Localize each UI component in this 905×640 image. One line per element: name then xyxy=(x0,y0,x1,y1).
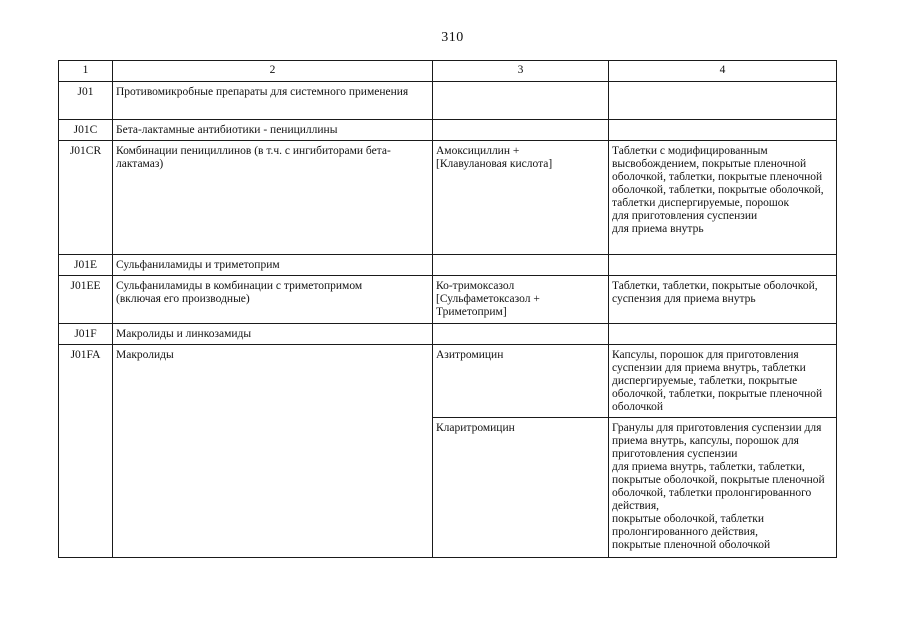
dosage-form-cell xyxy=(609,120,837,141)
dosage-form-cell: Таблетки, таблетки, покрытые оболочкой, суспензия для приема внутрь xyxy=(609,276,837,324)
drug-name-cell: Кларитромицин xyxy=(433,418,609,558)
dosage-form-cell xyxy=(609,82,837,120)
drug-name-cell xyxy=(433,120,609,141)
table-row xyxy=(59,82,837,120)
table-row xyxy=(59,276,837,324)
group-name-cell: Сульфаниламиды и триметоприм xyxy=(113,255,433,276)
atc-code-cell: J01C xyxy=(59,120,113,141)
table-row xyxy=(59,345,837,418)
atc-code-cell: J01 xyxy=(59,82,113,120)
column-header-3: 3 xyxy=(433,61,609,82)
atc-code-cell: J01F xyxy=(59,324,113,345)
table-row xyxy=(59,141,837,255)
atc-code-cell: J01CR xyxy=(59,141,113,255)
group-name-cell: Комбинации пенициллинов (в т.ч. с ингибиторами бета- лактамаз) xyxy=(113,141,433,255)
column-header-4: 4 xyxy=(609,61,837,82)
table-row xyxy=(59,324,837,345)
drug-table xyxy=(58,60,837,558)
group-name-cell: Сульфаниламиды в комбинации с триметопримом (включая его производные) xyxy=(113,276,433,324)
group-name-cell: Макролиды xyxy=(113,345,433,558)
atc-code-cell: J01E xyxy=(59,255,113,276)
drug-name-cell: Амоксициллин + [Клавулановая кислота] xyxy=(433,141,609,255)
drug-name-cell xyxy=(433,255,609,276)
atc-code-cell: J01EE xyxy=(59,276,113,324)
drug-name-cell xyxy=(433,324,609,345)
drug-name-cell xyxy=(433,82,609,120)
group-name-cell: Противомикробные препараты для системного применения xyxy=(113,82,433,120)
atc-code-cell: J01FA xyxy=(59,345,113,558)
group-name-cell: Макролиды и линкозамиды xyxy=(113,324,433,345)
table-row xyxy=(59,120,837,141)
group-name-cell: Бета-лактамные антибиотики - пенициллины xyxy=(113,120,433,141)
dosage-form-cell xyxy=(609,324,837,345)
column-header-2: 2 xyxy=(113,61,433,82)
dosage-form-cell: Капсулы, порошок для приготовления суспензии для приема внутрь, таблетки диспергируемые, таблетки, покрытые оболочкой, таблетки, покрытые пленочной оболочкой xyxy=(609,345,837,418)
table-header-row xyxy=(59,61,837,82)
drug-name-cell: Азитромицин xyxy=(433,345,609,418)
table-row xyxy=(59,255,837,276)
page-number: 310 xyxy=(441,30,464,45)
drug-name-cell: Ко-тримоксазол [Сульфаметоксазол + Триметоприм] xyxy=(433,276,609,324)
column-header-1: 1 xyxy=(59,61,113,82)
dosage-form-cell xyxy=(609,255,837,276)
dosage-form-cell: Таблетки с модифицированным высвобождением, покрытые пленочной оболочкой, таблетки, покрытые пленочной оболочкой, таблетки, покрытые оболочкой, таблетки диспергируемые, порошок для приготовления суспензии для приема внутрь xyxy=(609,141,837,255)
dosage-form-cell: Гранулы для приготовления суспензии для приема внутрь, капсулы, порошок для приготовления суспензии для приема внутрь, таблетки, таблетки, покрытые оболочкой, покрытые пленочной оболочкой, таблетки пролонгированного действия, покрытые оболочкой, таблетки пролонгированного действия, покрытые пленочной оболочкой xyxy=(609,418,837,558)
